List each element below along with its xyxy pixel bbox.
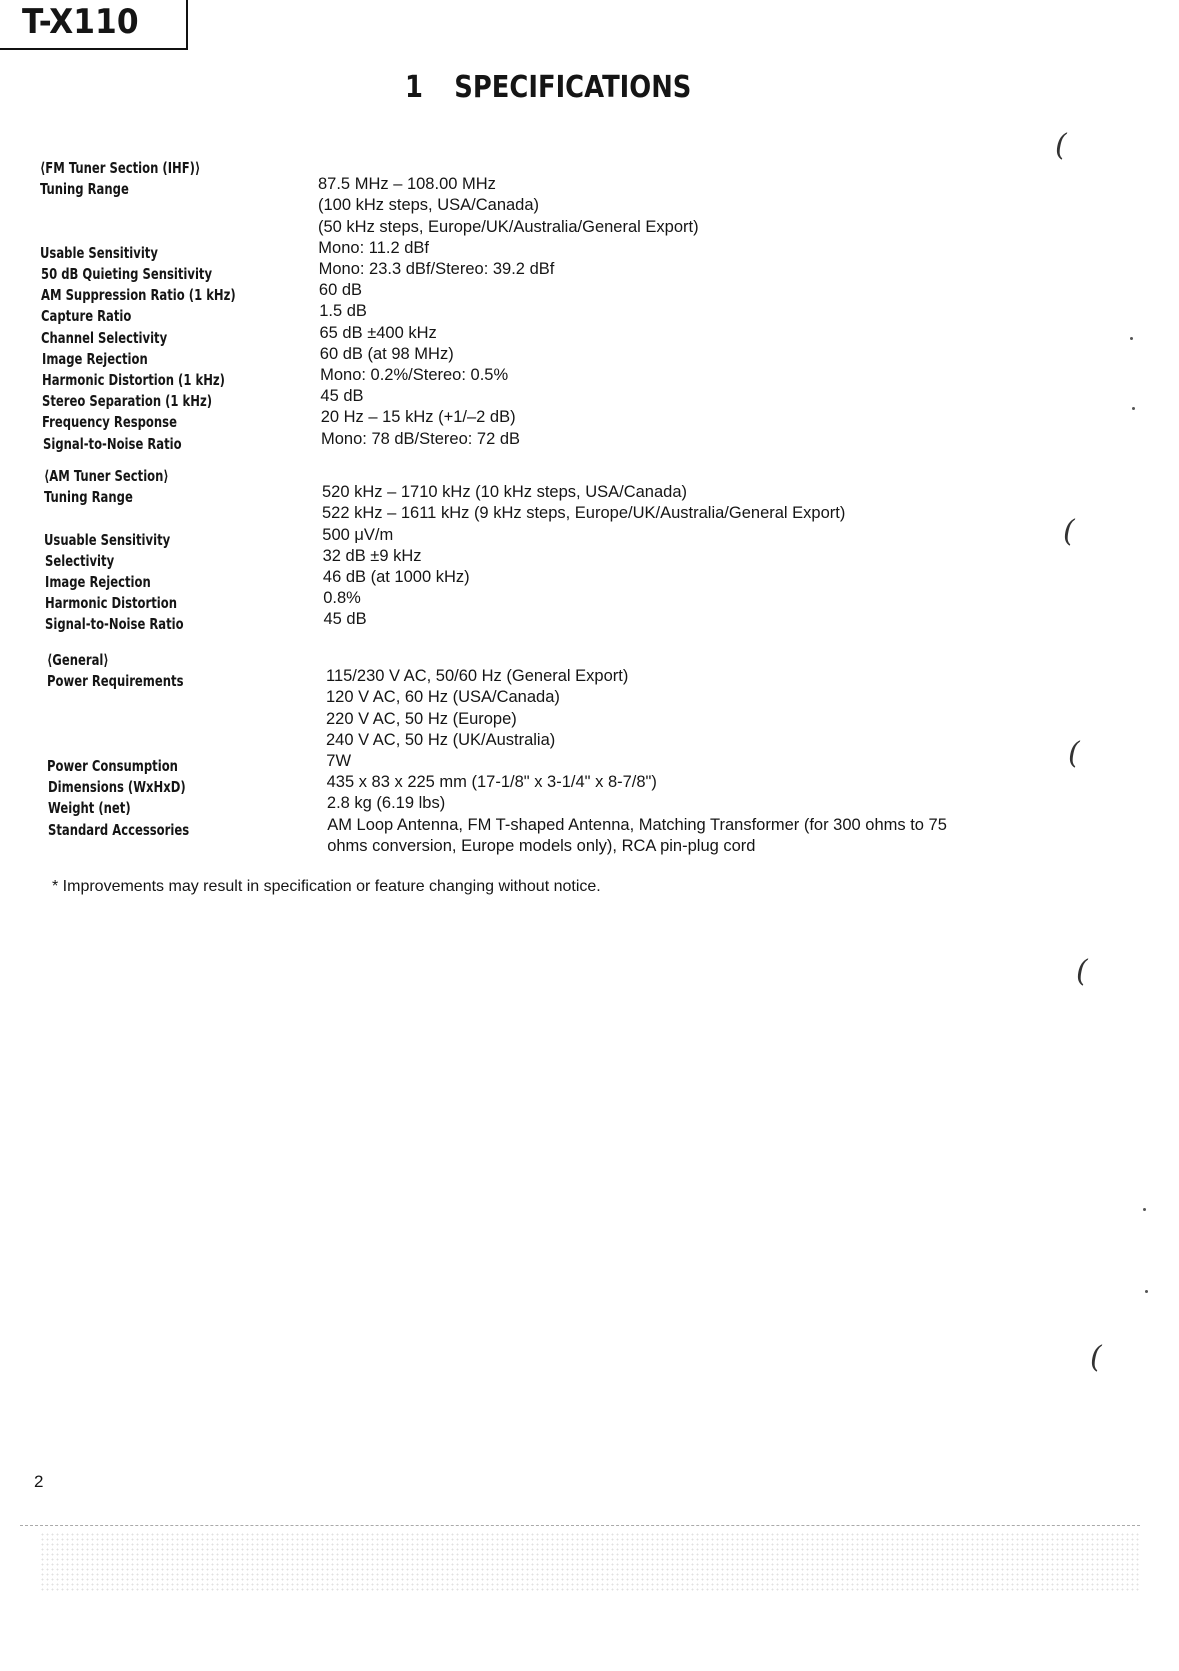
- spec-value: 520 kHz – 1710 kHz (10 kHz steps, USA/Canada): [322, 483, 688, 502]
- spec-value: 500 μV/m: [322, 525, 394, 544]
- spec-label: Image Rejection: [41, 349, 148, 368]
- margin-mark: (: [1055, 128, 1067, 163]
- spec-value: 32 dB ±9 kHz: [322, 546, 422, 565]
- spec-value: 20 Hz – 15 kHz (+1/–2 dB): [320, 408, 516, 427]
- margin-mark: (: [1063, 514, 1075, 549]
- spec-value: Mono: 0.2%/Stereo: 0.5%: [320, 366, 509, 384]
- spec-label: Power Consumption: [47, 757, 179, 775]
- spec-value: 45 dB: [323, 610, 367, 629]
- scan-noise-line: [20, 1525, 1140, 1527]
- spec-value: AM Loop Antenna, FM T-shaped Antenna, Matching Transformer (for 300 ohms to 75: [327, 815, 947, 834]
- scan-noise: [40, 1532, 1140, 1592]
- spec-value: 60 dB (at 98 MHz): [319, 344, 454, 363]
- spec-label: Signal-to-Noise Ratio: [45, 615, 184, 634]
- spec-label: Harmonic Distortion: [45, 594, 178, 613]
- spec-value: 46 dB (at 1000 kHz): [322, 568, 470, 586]
- spec-value: 240 V AC, 50 Hz (UK/Australia): [326, 730, 556, 749]
- spec-label: Standard Accessories: [48, 820, 190, 839]
- spec-label: 50 dB Quieting Sensitivity: [40, 265, 212, 283]
- spec-label: Image Rejection: [44, 573, 151, 591]
- spec-value: 2.8 kg (6.19 lbs): [326, 794, 446, 813]
- scan-speck: [1143, 1208, 1146, 1211]
- spec-label: Usuable Sensitivity: [44, 530, 171, 549]
- margin-mark: (: [1076, 954, 1088, 989]
- spec-value: 65 dB ±400 kHz: [319, 323, 437, 342]
- spec-value: 120 V AC, 60 Hz (USA/Canada): [326, 688, 560, 707]
- spec-value: Mono: 11.2 dBf: [318, 238, 429, 257]
- margin-mark: (: [1090, 1340, 1102, 1375]
- spec-value: 435 x 83 x 225 mm (17-1/8" x 3-1/4" x 8-7/8"): [326, 773, 657, 792]
- section-heading: [405, 70, 691, 105]
- spec-value: 60 dB: [318, 281, 363, 300]
- model-number: T-X110: [22, 2, 139, 42]
- spec-value: Mono: 78 dB/Stereo: 72 dB: [321, 429, 521, 448]
- margin-mark: (: [1068, 736, 1080, 771]
- footnote: * Improvements may result in specification or feature changing without notice.: [52, 878, 601, 895]
- spec-label: Signal-to-Noise Ratio: [42, 434, 182, 453]
- spec-value: 522 kHz – 1611 kHz (9 kHz steps, Europe/UK/Australia/General Export): [322, 504, 846, 523]
- spec-value: (100 kHz steps, USA/Canada): [318, 196, 540, 215]
- spec-value: 45 dB: [320, 387, 364, 406]
- section-number: 1: [405, 70, 423, 105]
- page-number: 2: [34, 1472, 44, 1491]
- spec-label: Stereo Separation (1 kHz): [42, 392, 213, 411]
- spec-label: Tuning Range: [40, 180, 129, 199]
- section-heading-general: ⟨General⟩: [47, 651, 109, 669]
- spec-label: Weight (net): [47, 799, 131, 818]
- section-heading-am: ⟨AM Tuner Section⟩: [44, 467, 169, 485]
- spec-label: Capture Ratio: [41, 307, 132, 326]
- spec-label: Harmonic Distortion (1 kHz): [41, 371, 225, 389]
- spec-value: Mono: 23.3 dBf/Stereo: 39.2 dBf: [318, 260, 555, 278]
- spec-label: Power Requirements: [47, 672, 184, 691]
- spec-label: AM Suppression Ratio (1 kHz): [40, 286, 236, 305]
- spec-label: Usable Sensitivity: [40, 243, 159, 262]
- spec-value: ohms conversion, Europe models only), RCA pin-plug cord: [327, 836, 756, 855]
- spec-label: Channel Selectivity: [41, 328, 168, 347]
- scan-speck: [1130, 337, 1133, 340]
- spec-label: Selectivity: [44, 551, 114, 570]
- section-title: SPECIFICATIONS: [454, 70, 692, 105]
- scan-speck: [1145, 1290, 1148, 1293]
- spec-value: 7W: [326, 752, 352, 770]
- scan-speck: [1132, 407, 1135, 410]
- section-heading-fm: ⟨FM Tuner Section (IHF)⟩: [40, 159, 201, 177]
- spec-label: Tuning Range: [44, 488, 133, 507]
- spec-value: 87.5 MHz – 108.00 MHz: [318, 175, 496, 194]
- spec-label: Dimensions (WxHxD): [47, 778, 186, 797]
- spec-value: (50 kHz steps, Europe/UK/Australia/General Export): [318, 217, 699, 236]
- spec-label: Frequency Response: [42, 413, 178, 432]
- spec-value: 1.5 dB: [319, 302, 367, 321]
- spec-value: 220 V AC, 50 Hz (Europe): [326, 709, 517, 728]
- spec-value: 0.8%: [323, 589, 361, 608]
- spec-value: 115/230 V AC, 50/60 Hz (General Export): [326, 667, 629, 686]
